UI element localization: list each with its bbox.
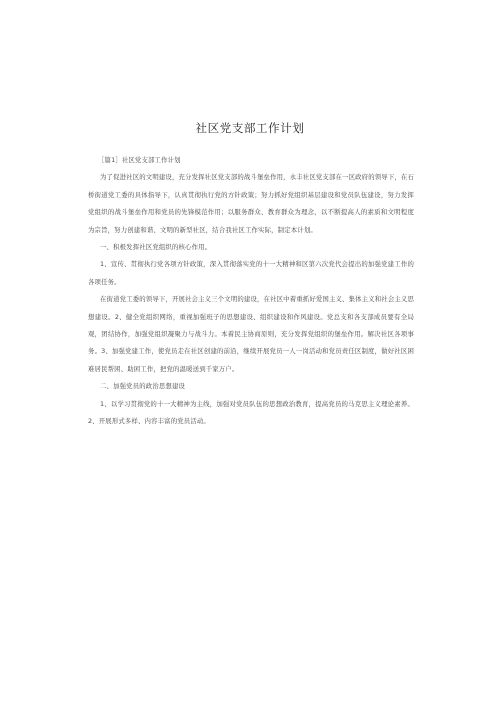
section-heading-1: 一、积极发挥社区党组织的核心作用。	[100, 243, 212, 252]
document-body	[88, 152, 414, 431]
section-heading-article-1: ［篇1］社区党支部工作计划	[98, 156, 181, 164]
document-title: 社区党支部工作计划	[195, 121, 305, 135]
paragraph-1: 1、宣传、贯彻执行党各项方针政策，深入贯彻落实党的十一大精神和区第六次党代会提出的加强党建工作的各项任务。	[88, 260, 414, 286]
section-heading-2: 二、加强党员的政治思想建设	[100, 382, 186, 391]
paragraph-intro: 为了促进社区的文明建设，充分发挥社区党支部的战斗堡垒作用，永丰社区党支部在一区政府的领导下，在石桥街道党工委的具体指导下，认真贯彻执行党的方针政策；努力抓好党组织基层建设和党员队伍建设，努力发挥党组织的战斗堡垒作用和党员的先锋模范作用；以服务群众、教育群众为理念，以不断提高人的素质和文明程度为宗旨，努力创建和谐、文明的新型社区，结合我社区工作实际，制定本计划。	[88, 173, 414, 234]
paragraph-2: 在街道党工委的领导下，开展社会主义三个文明的建设，在社区中着重抓好爱国主义、集体主义和社会主义思想建设。2、健全党组织网络，重视加强班子的思想建设、组织建设和作风建设。党总支和各支部成员要有全局观，团结协作，加强党组织凝聚力与战斗力。本着民主协商原则，充分发挥党组织的堡垒作用。解决社区各项事务。3、加强党建工作，使党员走在社区创建的前沿，继续开展党员一人一岗活动和党员责任区制度，做好社区困难居民帮困、助困工作，把党的温暖送到千家万户。	[88, 295, 414, 373]
paragraph-3: 1、以学习贯彻党的十一大精神为主线，加强对党员队伍的思想政治教育，提高党员的马克思主义理论素养。2、开展形式多样、内容丰富的党员活动。	[88, 399, 414, 426]
